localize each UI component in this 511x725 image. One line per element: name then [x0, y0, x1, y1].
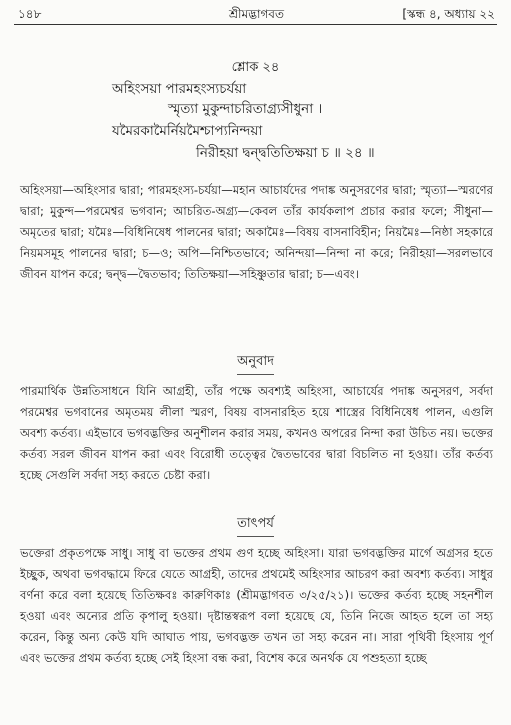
- book-title: শ্রীমদ্ভাগবত: [228, 7, 284, 21]
- word-meanings: অহিংসয়া—অহিংসার দ্বারা; পারমহংস্য-চর্যয়া—মহান আচার্যদের পদাঙ্ক অনুসরণের দ্বারা; স্মৃত্যা—স্মরণের দ্বারা; মুকুন্দ—পরমেশ্বর ভগবান; আচরিত-অগ্র্য—কেবল তাঁর কার্যকলাপ প্রচার করার ফলে; সীধুনা—অমৃতের দ্বারা; যমৈঃ—বিধিনিষেধ পালনের দ্বারা; অকামৈঃ—বিষয় বাসনাবিহীন; নিয়মৈঃ—নিষ্ঠা সহকারে নিয়মসমূহ পালনের দ্বারা; চ—ও; অপি—নিশ্চিতভাবে; অনিন্দয়া—নিন্দা না করে; নিরীহয়া—সরলভাবে জীবন যাপন করে; দ্বন্দ্ব—দ্বৈতভাব; তিতিক্ষয়া—সহিষ্ণুতার দ্বারা; চ—এবং।: [20, 183, 493, 281]
- translation-text: পারমার্থিক উন্নতিসাধনে যিনি আগ্রহী, তাঁর পক্ষে অবশ্যই অহিংসা, আচার্যের পদাঙ্ক অনুসরণ, সর্বদা পরমেশ্বর ভগবানের অমৃতময় লীলা স্মরণ, বিষয় বাসনারহিত হয়ে শাস্ত্রের বিধিনিষেধ পালন, এগুলি অবশ্য কর্তব্য। এইভাবে ভগবদ্ভক্তির অনুশীলন করার সময়, কখনও অপরের নিন্দা করা উচিত নয়। ভক্তের কর্তব্য সরল জীবন যাপন করা এবং বিরোধী তত্ত্বের দ্বৈতভাবের দ্বারা বিচলিত না হওয়া। তাঁর কর্তব্য হচ্ছে সেগুলি সর্বদা সহ্য করতে চেষ্টা করা।: [20, 384, 493, 482]
- purport-text: ভক্তেরা প্রকৃতপক্ষে সাধু। সাধু বা ভক্তের প্রথম গুণ হচ্ছে অহিংসা। যারা ভগবদ্ভক্তির মার্গে অগ্রসর হতে ইচ্ছুক, অথবা ভগবদ্ধামে ফিরে যেতে আগ্রহী, তাদের প্রথমেই অহিংসার আচরণ করা অবশ্য কর্তব্য। সাধুর বর্ণনা করে বলা হয়েছে তিতিক্ষবঃ কারুণিকাঃ (শ্রীমদ্ভাগবত ৩/২৫/২১)। ভক্তের কর্তব্য হচ্ছে সহনশীল হওয়া এবং অন্যের প্রতি কৃপালু হওয়া। দৃষ্টান্তস্বরূপ বলা হয়েছে যে, তিনি নিজে আহত হলে তা সহ্য করেন, কিন্তু অন্য কেউ যদি আঘাত পায়, ভগবদ্ভক্ত তখন তা সহ্য করেন না। সারা পৃথিবী হিংসায় পূর্ণ এবং ভক্তের প্রথম কর্তব্য হচ্ছে সেই হিংসা বন্ধ করা, বিশেষ করে অনর্থক যে পশুহত্যা হচ্ছে: [20, 546, 493, 665]
- page-number: ১৪৮: [18, 7, 42, 21]
- header-rule: [14, 24, 497, 25]
- verse-line-3: যমৈরকামৈর্নিয়মৈশ্চাপ্যনিন্দয়া: [112, 123, 263, 139]
- verse-line-4: নিরীহয়া দ্বন্দ্বতিতিক্ষয়া চ ॥ ২৪ ॥: [196, 145, 375, 161]
- verse-line-2: স্মৃত্যা মুকুন্দাচরিতাগ্র্যসীধুনা ।: [168, 101, 323, 117]
- verse-title: শ্লোক ২৪: [231, 60, 280, 75]
- purport-heading-text: তাৎপর্য: [237, 514, 274, 537]
- verse-line-1: অহিংসয়া পারমহংস্যচর্যয়া: [112, 81, 247, 97]
- translation-heading: [0, 352, 511, 375]
- purport-heading: [0, 514, 511, 537]
- page-header: [18, 4, 495, 24]
- section-reference: [স্কন্ধ ৪, অধ্যায় ২২: [402, 7, 495, 21]
- translation-heading-text: অনুবাদ: [237, 352, 274, 375]
